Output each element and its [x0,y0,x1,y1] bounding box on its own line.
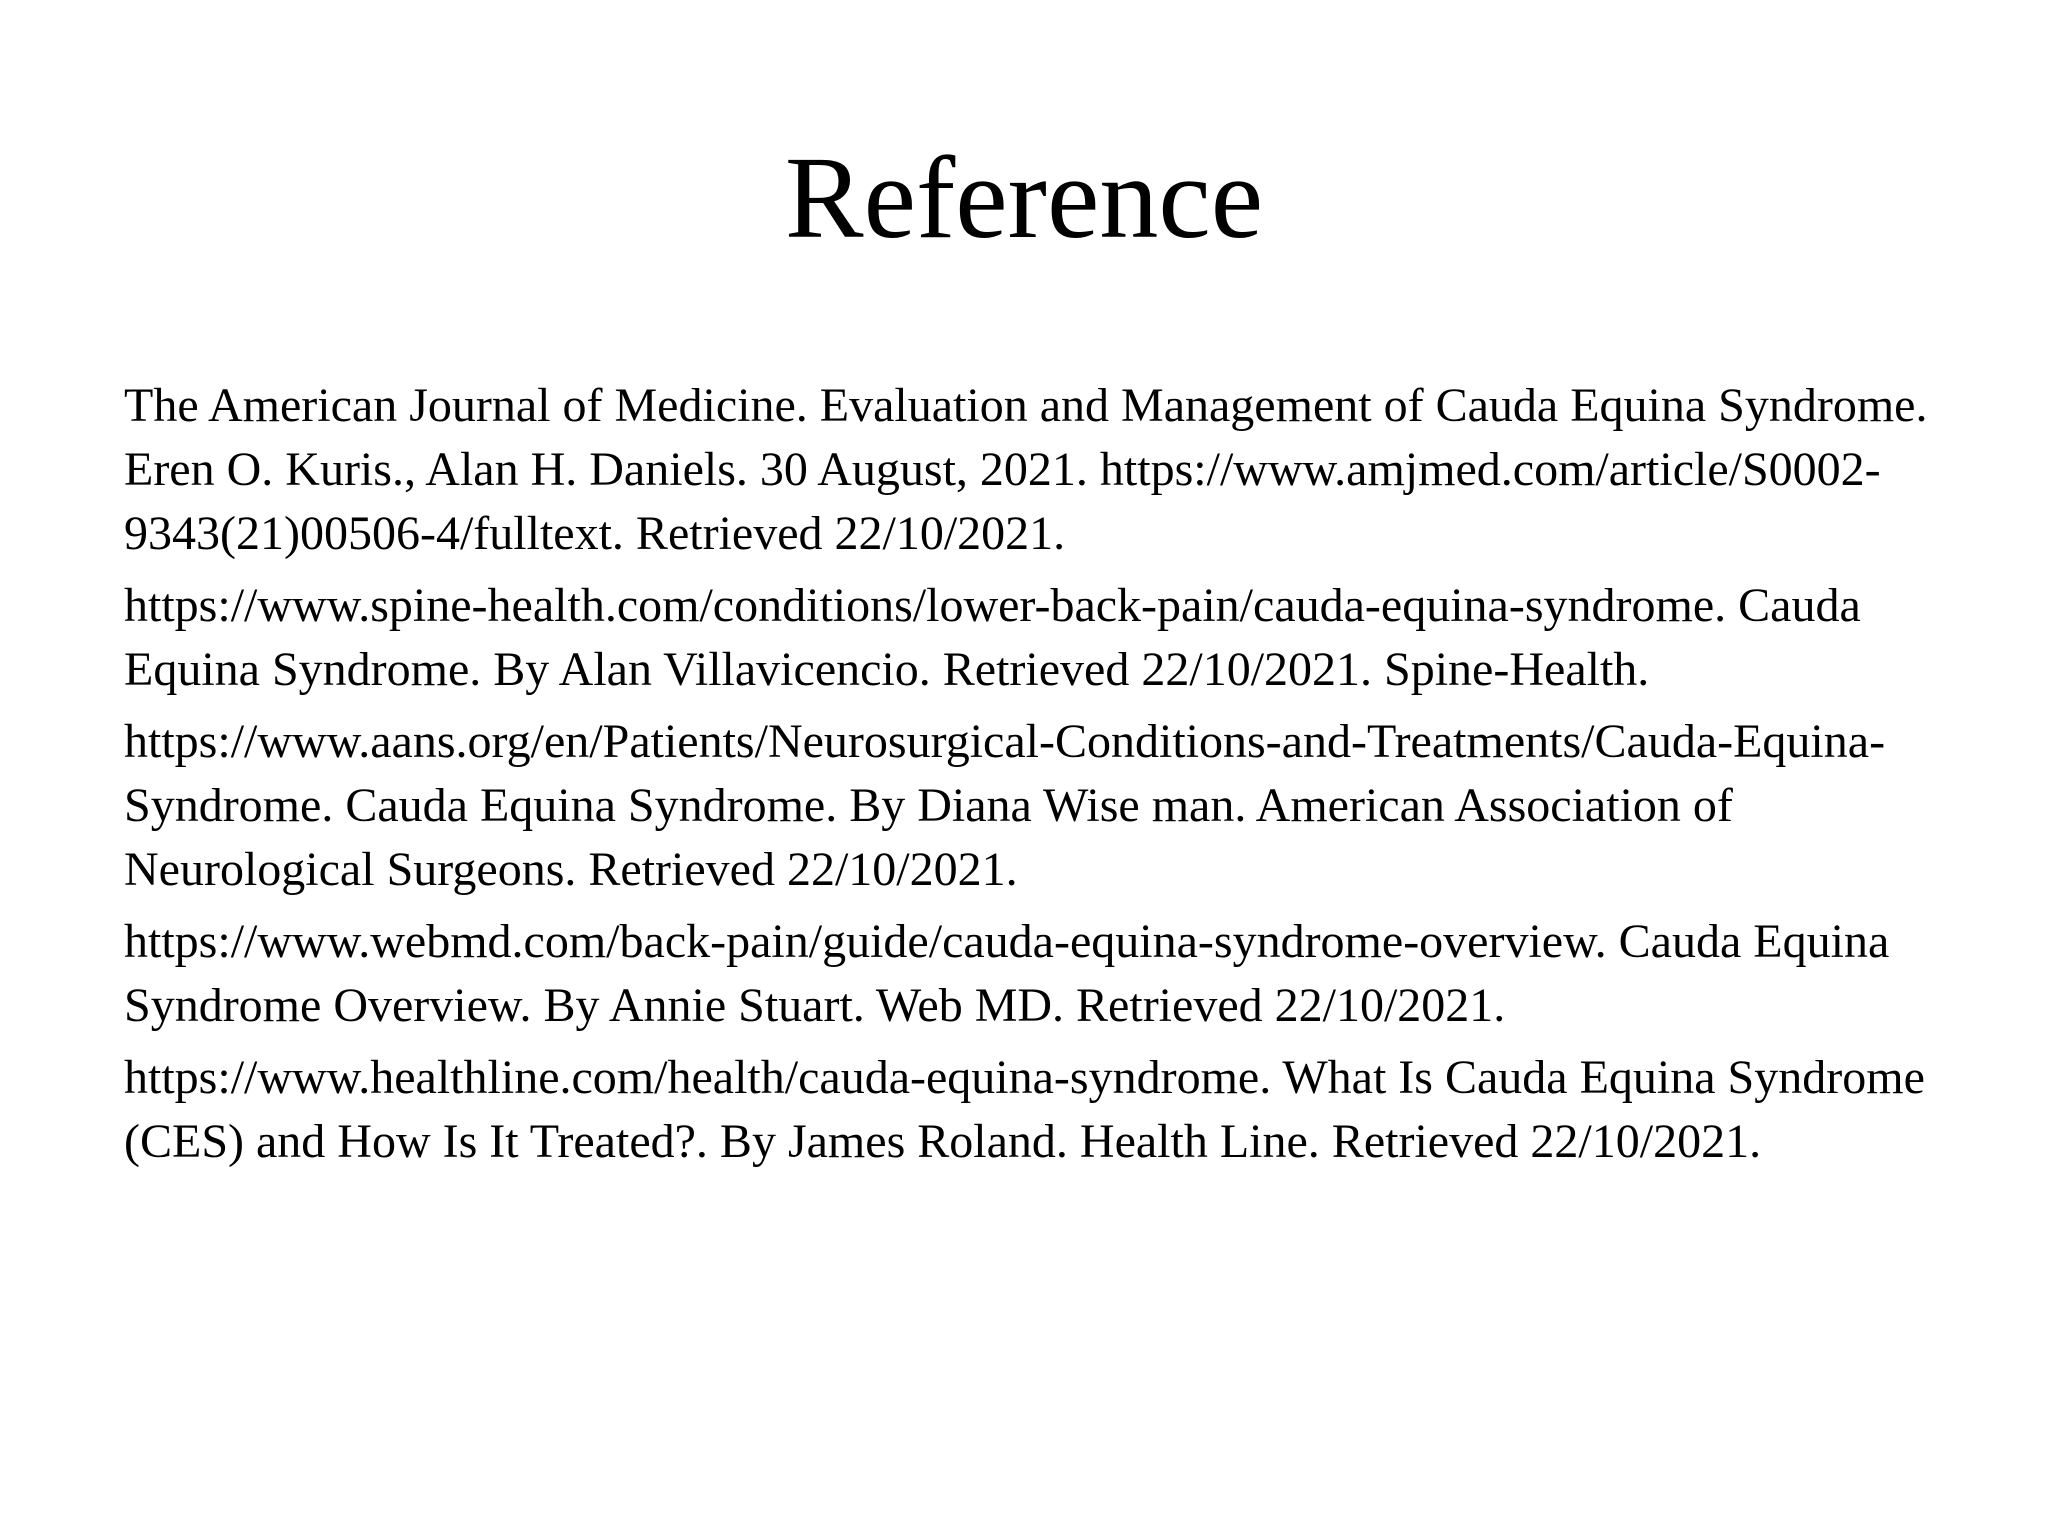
slide-title: Reference [784,132,1264,263]
reference-list [124,374,1964,1182]
reference-item-5: https://www.healthline.com/health/cauda-equina-syndrome. What Is Cauda Equina Syndrome (CES) and How Is It Treated?. By James Roland. Health Line. Retrieved 22/10/2021. [124,1051,1925,1168]
reference-item-1: The American Journal of Medicine. Evaluation and Management of Cauda Equina Syndrome. Eren O. Kuris., Alan H. Daniels. 30 August, 2021. https://www.amjmed.com/article/S0002-9343(21)00506-4/fulltext. Retrieved 22/10/2021. [124,379,1928,560]
reference-item-2: https://www.spine-health.com/conditions/lower-back-pain/cauda-equina-syndrome. Cauda Equina Syndrome. By Alan Villavicencio. Retrieved 22/10/2021. Spine-Health. [124,579,1861,696]
reference-item-3: https://www.aans.org/en/Patients/Neurosurgical-Conditions-and-Treatments/Cauda-Equina-Syndrome. Cauda Equina Syndrome. By Diana Wise man. American Association of Neurological Surgeons. Retrieved 22/10/2021. [124,715,1886,896]
reference-item-4: https://www.webmd.com/back-pain/guide/cauda-equina-syndrome-overview. Cauda Equina Syndrome Overview. By Annie Stuart. Web MD. Retrieved 22/10/2021. [124,915,1890,1032]
